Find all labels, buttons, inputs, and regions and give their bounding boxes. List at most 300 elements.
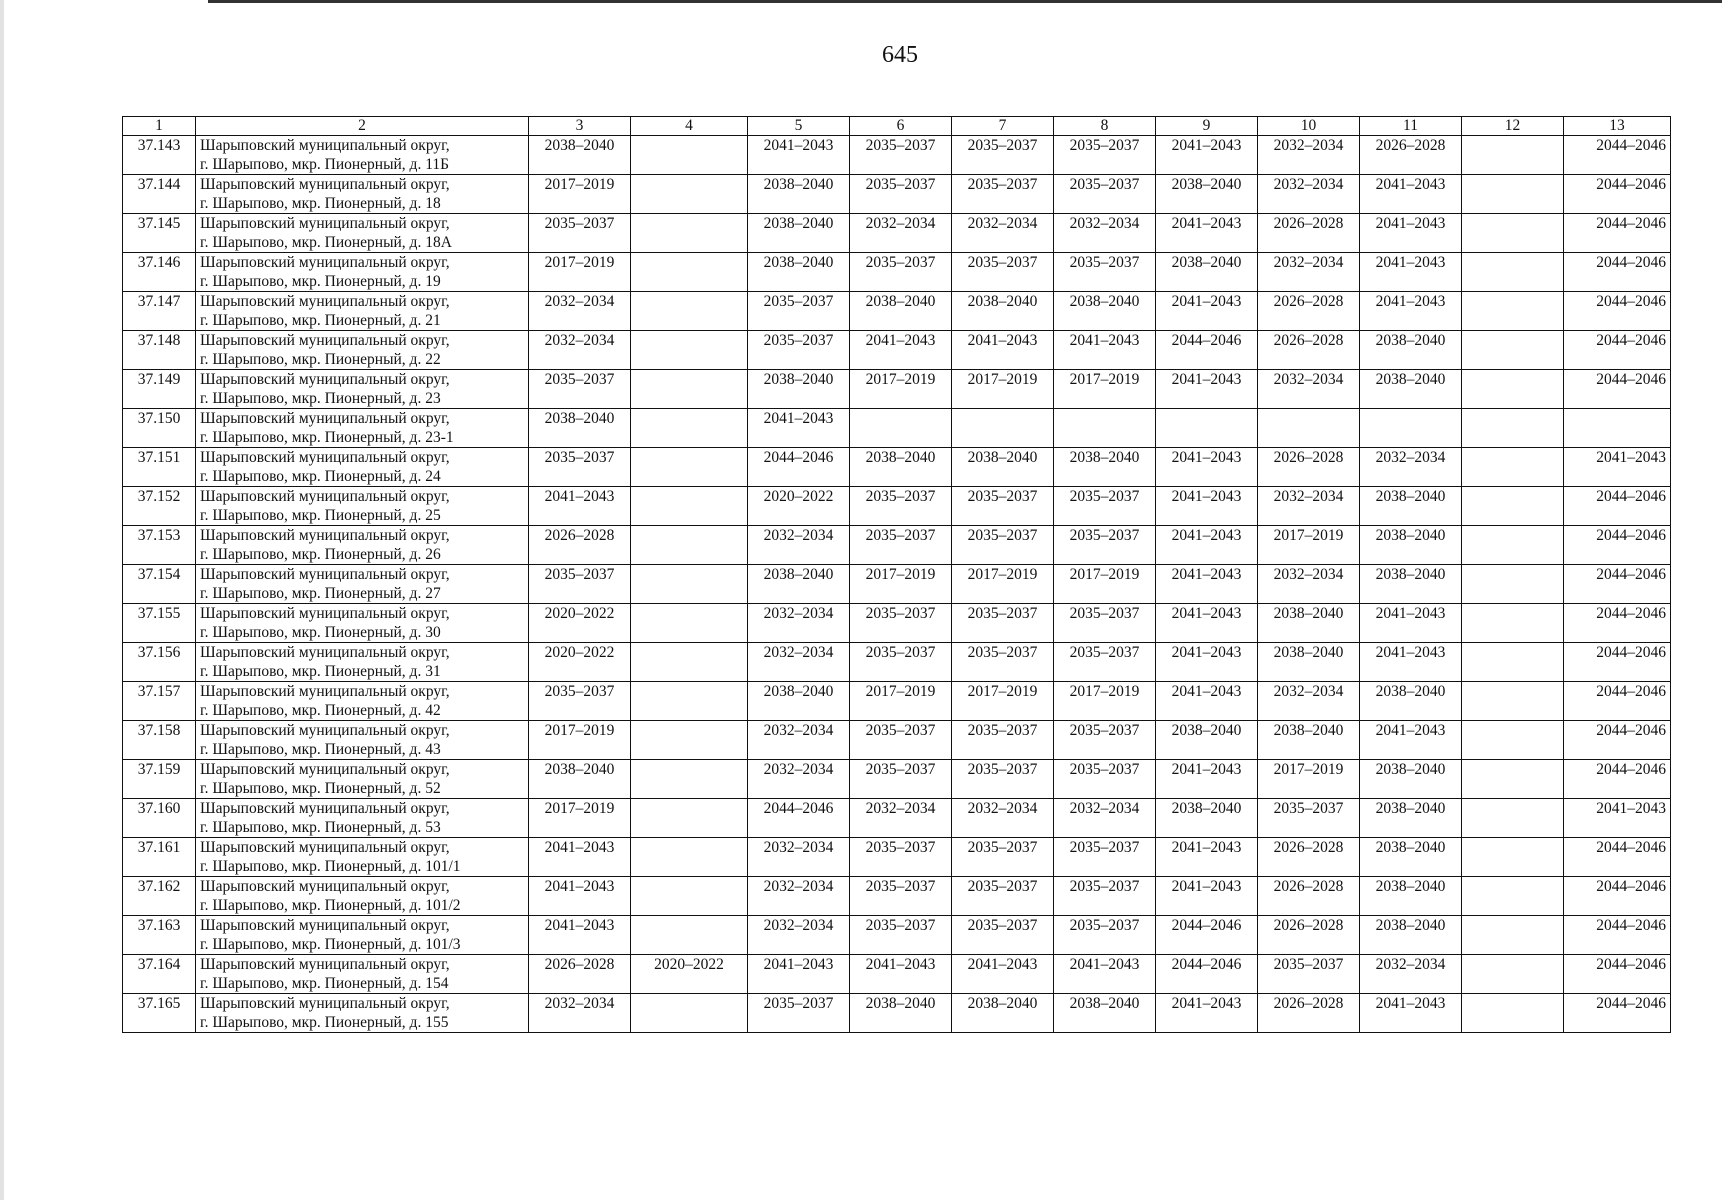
address-cell [196, 799, 529, 838]
address-cell [196, 565, 529, 604]
period-cell-col-9: 2041–2043 [1156, 526, 1258, 565]
row-number: 37.163 [123, 916, 196, 955]
period-cell-col-5: 2035–2037 [748, 292, 850, 331]
period-cell-col-9: 2041–2043 [1156, 370, 1258, 409]
address-district: Шарыповский муниципальный округ, [200, 644, 450, 661]
period-cell-col-11: 2038–2040 [1360, 526, 1462, 565]
period-cell-col-11: 2041–2043 [1360, 175, 1462, 214]
address-district: Шарыповский муниципальный округ, [200, 449, 450, 466]
period-cell-col-3: 2035–2037 [529, 370, 631, 409]
period-cell-col-5: 2032–2034 [748, 916, 850, 955]
column-header-2: 2 [196, 117, 529, 136]
address-cell [196, 370, 529, 409]
period-cell-col-12 [1462, 604, 1564, 643]
period-cell-col-12 [1462, 877, 1564, 916]
row-number: 37.149 [123, 370, 196, 409]
period-cell-col-8: 2035–2037 [1054, 604, 1156, 643]
period-cell-col-4 [631, 175, 748, 214]
period-cell-col-13: 2044–2046 [1564, 604, 1671, 643]
period-cell-col-9: 2041–2043 [1156, 292, 1258, 331]
address-district: Шарыповский муниципальный округ, [200, 839, 450, 856]
period-cell-col-9: 2038–2040 [1156, 799, 1258, 838]
address-street: г. Шарыпово, мкр. Пионерный, д. 30 [200, 624, 441, 641]
table-row [123, 877, 1671, 916]
address-cell [196, 292, 529, 331]
period-cell-col-4 [631, 994, 748, 1033]
period-cell-col-3: 2026–2028 [529, 955, 631, 994]
period-cell-col-6: 2041–2043 [850, 955, 952, 994]
period-cell-col-10: 2026–2028 [1258, 331, 1360, 370]
table-row [123, 955, 1671, 994]
address-street: г. Шарыпово, мкр. Пионерный, д. 101/3 [200, 936, 461, 953]
period-cell-col-8: 2017–2019 [1054, 682, 1156, 721]
period-cell-col-4: 2020–2022 [631, 955, 748, 994]
period-cell-col-13: 2044–2046 [1564, 916, 1671, 955]
period-cell-col-11: 2038–2040 [1360, 799, 1462, 838]
period-cell-col-3: 2035–2037 [529, 214, 631, 253]
period-cell-col-4 [631, 487, 748, 526]
row-number: 37.148 [123, 331, 196, 370]
period-cell-col-3: 2017–2019 [529, 721, 631, 760]
column-header-6: 6 [850, 117, 952, 136]
period-cell-col-12 [1462, 799, 1564, 838]
period-cell-col-8: 2035–2037 [1054, 838, 1156, 877]
address-street: г. Шарыпово, мкр. Пионерный, д. 24 [200, 468, 441, 485]
period-cell-col-4 [631, 331, 748, 370]
period-cell-col-5: 2032–2034 [748, 721, 850, 760]
period-cell-col-13: 2044–2046 [1564, 682, 1671, 721]
period-cell-col-6: 2035–2037 [850, 253, 952, 292]
period-cell-col-7: 2035–2037 [952, 760, 1054, 799]
period-cell-col-6: 2038–2040 [850, 994, 952, 1033]
period-cell-col-4 [631, 370, 748, 409]
period-cell-col-7: 2032–2034 [952, 799, 1054, 838]
period-cell-col-5: 2032–2034 [748, 643, 850, 682]
period-cell-col-6: 2035–2037 [850, 760, 952, 799]
period-cell-col-9: 2038–2040 [1156, 175, 1258, 214]
period-cell-col-11: 2038–2040 [1360, 760, 1462, 799]
address-street: г. Шарыпово, мкр. Пионерный, д. 21 [200, 312, 441, 329]
period-cell-col-6: 2041–2043 [850, 331, 952, 370]
period-cell-col-10 [1258, 409, 1360, 448]
period-cell-col-12 [1462, 331, 1564, 370]
table-row [123, 370, 1671, 409]
table-row [123, 487, 1671, 526]
period-cell-col-6: 2032–2034 [850, 799, 952, 838]
table-row [123, 136, 1671, 175]
period-cell-col-8: 2035–2037 [1054, 721, 1156, 760]
period-cell-col-9: 2044–2046 [1156, 331, 1258, 370]
period-cell-col-12 [1462, 175, 1564, 214]
period-cell-col-5: 2032–2034 [748, 604, 850, 643]
period-cell-col-10: 2038–2040 [1258, 604, 1360, 643]
period-cell-col-8: 2035–2037 [1054, 487, 1156, 526]
period-cell-col-13: 2041–2043 [1564, 799, 1671, 838]
period-cell-col-10: 2035–2037 [1258, 955, 1360, 994]
period-cell-col-7: 2035–2037 [952, 604, 1054, 643]
period-cell-col-3: 2017–2019 [529, 799, 631, 838]
table-row [123, 214, 1671, 253]
period-cell-col-9: 2041–2043 [1156, 604, 1258, 643]
period-cell-col-13: 2041–2043 [1564, 448, 1671, 487]
period-cell-col-7: 2035–2037 [952, 643, 1054, 682]
address-cell [196, 955, 529, 994]
period-cell-col-11: 2038–2040 [1360, 370, 1462, 409]
address-street: г. Шарыпово, мкр. Пионерный, д. 25 [200, 507, 441, 524]
period-cell-col-9: 2041–2043 [1156, 838, 1258, 877]
period-cell-col-10: 2026–2028 [1258, 916, 1360, 955]
period-cell-col-12 [1462, 721, 1564, 760]
period-cell-col-8: 2041–2043 [1054, 955, 1156, 994]
address-district: Шарыповский муниципальный округ, [200, 917, 450, 934]
period-cell-col-10: 2032–2034 [1258, 682, 1360, 721]
period-cell-col-7: 2035–2037 [952, 838, 1054, 877]
period-cell-col-5: 2044–2046 [748, 448, 850, 487]
period-cell-col-3: 2041–2043 [529, 916, 631, 955]
table-row [123, 682, 1671, 721]
period-cell-col-4 [631, 448, 748, 487]
period-cell-col-9: 2041–2043 [1156, 487, 1258, 526]
period-cell-col-7: 2032–2034 [952, 214, 1054, 253]
period-cell-col-11: 2041–2043 [1360, 292, 1462, 331]
period-cell-col-3: 2041–2043 [529, 877, 631, 916]
address-district: Шарыповский муниципальный округ, [200, 995, 450, 1012]
period-cell-col-5: 2032–2034 [748, 838, 850, 877]
period-cell-col-11: 2032–2034 [1360, 448, 1462, 487]
period-cell-col-13: 2044–2046 [1564, 370, 1671, 409]
period-cell-col-9: 2044–2046 [1156, 955, 1258, 994]
row-number: 37.157 [123, 682, 196, 721]
period-cell-col-5: 2038–2040 [748, 370, 850, 409]
period-cell-col-5: 2038–2040 [748, 214, 850, 253]
period-cell-col-7: 2035–2037 [952, 916, 1054, 955]
address-street: г. Шарыпово, мкр. Пионерный, д. 155 [200, 1014, 449, 1031]
column-header-10: 10 [1258, 117, 1360, 136]
row-number: 37.155 [123, 604, 196, 643]
period-cell-col-4 [631, 136, 748, 175]
address-cell [196, 682, 529, 721]
period-cell-col-9: 2041–2043 [1156, 760, 1258, 799]
address-cell [196, 721, 529, 760]
address-cell [196, 409, 529, 448]
period-cell-col-3: 2017–2019 [529, 175, 631, 214]
period-cell-col-8: 2035–2037 [1054, 526, 1156, 565]
period-cell-col-12 [1462, 487, 1564, 526]
row-number: 37.151 [123, 448, 196, 487]
address-cell [196, 175, 529, 214]
address-district: Шарыповский муниципальный округ, [200, 566, 450, 583]
period-cell-col-4 [631, 682, 748, 721]
address-district: Шарыповский муниципальный округ, [200, 800, 450, 817]
address-street: г. Шарыпово, мкр. Пионерный, д. 11Б [200, 156, 450, 173]
period-cell-col-7: 2041–2043 [952, 955, 1054, 994]
period-cell-col-8: 2032–2034 [1054, 799, 1156, 838]
period-cell-col-7: 2035–2037 [952, 721, 1054, 760]
period-cell-col-10: 2026–2028 [1258, 994, 1360, 1033]
period-cell-col-11 [1360, 409, 1462, 448]
address-district: Шарыповский муниципальный округ, [200, 527, 450, 544]
period-cell-col-9: 2041–2043 [1156, 877, 1258, 916]
period-cell-col-12 [1462, 370, 1564, 409]
period-cell-col-12 [1462, 214, 1564, 253]
period-cell-col-10: 2017–2019 [1258, 760, 1360, 799]
column-header-9: 9 [1156, 117, 1258, 136]
column-header-12: 12 [1462, 117, 1564, 136]
period-cell-col-3: 2035–2037 [529, 448, 631, 487]
period-cell-col-13: 2044–2046 [1564, 175, 1671, 214]
address-street: г. Шарыпово, мкр. Пионерный, д. 101/2 [200, 897, 461, 914]
period-cell-col-8: 2035–2037 [1054, 760, 1156, 799]
period-cell-col-7: 2038–2040 [952, 994, 1054, 1033]
table-row [123, 448, 1671, 487]
address-street: г. Шарыпово, мкр. Пионерный, д. 52 [200, 780, 441, 797]
table-row [123, 175, 1671, 214]
period-cell-col-9: 2041–2043 [1156, 448, 1258, 487]
period-cell-col-4 [631, 214, 748, 253]
period-cell-col-12 [1462, 643, 1564, 682]
period-cell-col-7: 2035–2037 [952, 175, 1054, 214]
period-cell-col-12 [1462, 682, 1564, 721]
period-cell-col-12 [1462, 409, 1564, 448]
period-cell-col-11: 2038–2040 [1360, 331, 1462, 370]
period-cell-col-10: 2017–2019 [1258, 526, 1360, 565]
period-cell-col-12 [1462, 760, 1564, 799]
period-cell-col-11: 2032–2034 [1360, 955, 1462, 994]
period-cell-col-11: 2038–2040 [1360, 565, 1462, 604]
period-cell-col-6: 2038–2040 [850, 292, 952, 331]
period-cell-col-13: 2044–2046 [1564, 565, 1671, 604]
period-cell-col-7: 2035–2037 [952, 877, 1054, 916]
address-street: г. Шарыпово, мкр. Пионерный, д. 18 [200, 195, 441, 212]
table-row [123, 526, 1671, 565]
address-street: г. Шарыпово, мкр. Пионерный, д. 27 [200, 585, 441, 602]
period-cell-col-9: 2041–2043 [1156, 565, 1258, 604]
row-number: 37.147 [123, 292, 196, 331]
period-cell-col-4 [631, 916, 748, 955]
address-cell [196, 448, 529, 487]
period-cell-col-11: 2038–2040 [1360, 838, 1462, 877]
period-cell-col-13: 2044–2046 [1564, 136, 1671, 175]
row-number: 37.154 [123, 565, 196, 604]
column-header-8: 8 [1054, 117, 1156, 136]
address-street: г. Шарыпово, мкр. Пионерный, д. 101/1 [200, 858, 461, 875]
period-cell-col-4 [631, 799, 748, 838]
period-cell-col-3: 2041–2043 [529, 487, 631, 526]
period-cell-col-9: 2044–2046 [1156, 916, 1258, 955]
table-row [123, 994, 1671, 1033]
period-cell-col-6: 2035–2037 [850, 721, 952, 760]
period-cell-col-13: 2044–2046 [1564, 877, 1671, 916]
column-header-5: 5 [748, 117, 850, 136]
row-number: 37.164 [123, 955, 196, 994]
period-cell-col-5: 2038–2040 [748, 682, 850, 721]
period-cell-col-12 [1462, 136, 1564, 175]
schedule-table [122, 116, 1671, 1033]
period-cell-col-5: 2032–2034 [748, 877, 850, 916]
address-cell [196, 877, 529, 916]
column-header-13: 13 [1564, 117, 1671, 136]
address-cell [196, 643, 529, 682]
period-cell-col-7: 2017–2019 [952, 370, 1054, 409]
period-cell-col-3: 2041–2043 [529, 838, 631, 877]
period-cell-col-13: 2044–2046 [1564, 214, 1671, 253]
period-cell-col-11: 2038–2040 [1360, 487, 1462, 526]
period-cell-col-5: 2032–2034 [748, 526, 850, 565]
period-cell-col-6: 2017–2019 [850, 370, 952, 409]
period-cell-col-7: 2038–2040 [952, 292, 1054, 331]
period-cell-col-12 [1462, 565, 1564, 604]
period-cell-col-9 [1156, 409, 1258, 448]
period-cell-col-12 [1462, 955, 1564, 994]
address-district: Шарыповский муниципальный округ, [200, 254, 450, 271]
address-street: г. Шарыпово, мкр. Пионерный, д. 26 [200, 546, 441, 563]
address-street: г. Шарыпово, мкр. Пионерный, д. 42 [200, 702, 441, 719]
period-cell-col-10: 2032–2034 [1258, 175, 1360, 214]
address-district: Шарыповский муниципальный округ, [200, 215, 450, 232]
period-cell-col-4 [631, 253, 748, 292]
period-cell-col-3: 2020–2022 [529, 643, 631, 682]
period-cell-col-4 [631, 604, 748, 643]
period-cell-col-3: 2035–2037 [529, 565, 631, 604]
period-cell-col-5: 2035–2037 [748, 331, 850, 370]
address-street: г. Шарыпово, мкр. Пионерный, д. 53 [200, 819, 441, 836]
period-cell-col-9: 2041–2043 [1156, 994, 1258, 1033]
period-cell-col-9: 2038–2040 [1156, 253, 1258, 292]
address-street: г. Шарыпово, мкр. Пионерный, д. 154 [200, 975, 449, 992]
period-cell-col-11: 2041–2043 [1360, 604, 1462, 643]
period-cell-col-3: 2020–2022 [529, 604, 631, 643]
period-cell-col-4 [631, 721, 748, 760]
address-district: Шарыповский муниципальный округ, [200, 332, 450, 349]
period-cell-col-13: 2044–2046 [1564, 526, 1671, 565]
page-left-edge [0, 0, 4, 1200]
period-cell-col-7: 2017–2019 [952, 565, 1054, 604]
table-row [123, 565, 1671, 604]
period-cell-col-5: 2038–2040 [748, 253, 850, 292]
table-row [123, 643, 1671, 682]
period-cell-col-9: 2041–2043 [1156, 682, 1258, 721]
address-district: Шарыповский муниципальный округ, [200, 683, 450, 700]
address-cell [196, 604, 529, 643]
period-cell-col-8: 2035–2037 [1054, 175, 1156, 214]
period-cell-col-13 [1564, 409, 1671, 448]
period-cell-col-6: 2038–2040 [850, 448, 952, 487]
column-header-7: 7 [952, 117, 1054, 136]
address-cell [196, 253, 529, 292]
address-cell [196, 331, 529, 370]
period-cell-col-10: 2038–2040 [1258, 721, 1360, 760]
period-cell-col-5: 2038–2040 [748, 565, 850, 604]
address-cell [196, 916, 529, 955]
period-cell-col-7: 2038–2040 [952, 448, 1054, 487]
period-cell-col-6: 2035–2037 [850, 136, 952, 175]
period-cell-col-4 [631, 565, 748, 604]
address-cell [196, 487, 529, 526]
address-cell [196, 838, 529, 877]
period-cell-col-13: 2044–2046 [1564, 721, 1671, 760]
period-cell-col-11: 2026–2028 [1360, 136, 1462, 175]
address-district: Шарыповский муниципальный округ, [200, 878, 450, 895]
address-street: г. Шарыпово, мкр. Пионерный, д. 23 [200, 390, 441, 407]
period-cell-col-8: 2038–2040 [1054, 994, 1156, 1033]
period-cell-col-8: 2035–2037 [1054, 643, 1156, 682]
period-cell-col-12 [1462, 448, 1564, 487]
period-cell-col-12 [1462, 994, 1564, 1033]
period-cell-col-3: 2032–2034 [529, 994, 631, 1033]
address-district: Шарыповский муниципальный округ, [200, 761, 450, 778]
period-cell-col-5: 2041–2043 [748, 955, 850, 994]
period-cell-col-6 [850, 409, 952, 448]
period-cell-col-12 [1462, 838, 1564, 877]
period-cell-col-6: 2035–2037 [850, 175, 952, 214]
period-cell-col-12 [1462, 916, 1564, 955]
period-cell-col-13: 2044–2046 [1564, 838, 1671, 877]
period-cell-col-13: 2044–2046 [1564, 643, 1671, 682]
period-cell-col-8: 2032–2034 [1054, 214, 1156, 253]
column-header-4: 4 [631, 117, 748, 136]
period-cell-col-5: 2041–2043 [748, 136, 850, 175]
period-cell-col-11: 2038–2040 [1360, 682, 1462, 721]
period-cell-col-4 [631, 526, 748, 565]
period-cell-col-6: 2035–2037 [850, 838, 952, 877]
period-cell-col-5: 2020–2022 [748, 487, 850, 526]
period-cell-col-10: 2026–2028 [1258, 877, 1360, 916]
address-district: Шарыповский муниципальный округ, [200, 176, 450, 193]
period-cell-col-5: 2032–2034 [748, 760, 850, 799]
period-cell-col-10: 2032–2034 [1258, 565, 1360, 604]
address-cell [196, 136, 529, 175]
period-cell-col-8 [1054, 409, 1156, 448]
period-cell-col-9: 2041–2043 [1156, 643, 1258, 682]
period-cell-col-12 [1462, 292, 1564, 331]
period-cell-col-11: 2041–2043 [1360, 214, 1462, 253]
period-cell-col-10: 2032–2034 [1258, 253, 1360, 292]
period-cell-col-3: 2038–2040 [529, 760, 631, 799]
period-cell-col-13: 2044–2046 [1564, 955, 1671, 994]
address-cell [196, 214, 529, 253]
address-district: Шарыповский муниципальный округ, [200, 293, 450, 310]
address-district: Шарыповский муниципальный округ, [200, 956, 450, 973]
top-border-rule [208, 0, 1722, 3]
period-cell-col-13: 2044–2046 [1564, 760, 1671, 799]
period-cell-col-3: 2038–2040 [529, 409, 631, 448]
period-cell-col-6: 2035–2037 [850, 604, 952, 643]
period-cell-col-6: 2032–2034 [850, 214, 952, 253]
period-cell-col-4 [631, 877, 748, 916]
table-row [123, 760, 1671, 799]
period-cell-col-3: 2026–2028 [529, 526, 631, 565]
table-row [123, 838, 1671, 877]
period-cell-col-3: 2035–2037 [529, 682, 631, 721]
period-cell-col-11: 2041–2043 [1360, 721, 1462, 760]
period-cell-col-10: 2038–2040 [1258, 643, 1360, 682]
address-street: г. Шарыпово, мкр. Пионерный, д. 22 [200, 351, 441, 368]
period-cell-col-7 [952, 409, 1054, 448]
period-cell-col-6: 2035–2037 [850, 643, 952, 682]
period-cell-col-11: 2041–2043 [1360, 253, 1462, 292]
column-number-header-row [123, 117, 1671, 136]
period-cell-col-13: 2044–2046 [1564, 487, 1671, 526]
row-number: 37.156 [123, 643, 196, 682]
period-cell-col-10: 2032–2034 [1258, 136, 1360, 175]
period-cell-col-4 [631, 643, 748, 682]
address-district: Шарыповский муниципальный округ, [200, 371, 450, 388]
table-row [123, 331, 1671, 370]
period-cell-col-5: 2044–2046 [748, 799, 850, 838]
period-cell-col-6: 2035–2037 [850, 526, 952, 565]
table-row [123, 292, 1671, 331]
period-cell-col-7: 2035–2037 [952, 487, 1054, 526]
